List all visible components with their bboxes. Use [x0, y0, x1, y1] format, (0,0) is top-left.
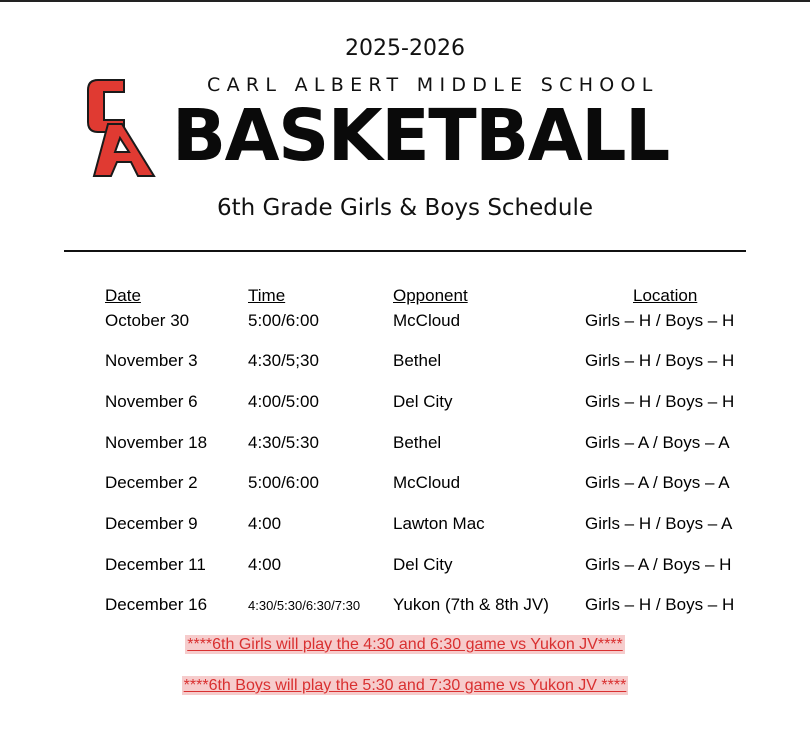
season-year: 2025-2026 — [345, 36, 465, 61]
row-time: 5:00/6:00 — [248, 311, 319, 330]
row-date: November 18 — [105, 433, 208, 452]
row-date: November 6 — [105, 392, 198, 411]
girls-note-text: ****6th Girls will play the 4:30 and 6:30 game vs Yukon JV**** — [187, 636, 623, 653]
row-opponent: Bethel — [393, 433, 442, 452]
school-name: CARL ALBERT MIDDLE SCHOOL — [207, 74, 659, 96]
row-opponent: Lawton Mac — [393, 514, 485, 533]
row-date: December 9 — [105, 514, 198, 533]
row-opponent: McCloud — [393, 311, 461, 330]
schedule-subtitle: 6th Grade Girls & Boys Schedule — [216, 195, 594, 221]
row-time: 4:30/5;30 — [248, 351, 319, 370]
header-time: Time — [248, 286, 286, 305]
school-logo — [84, 76, 158, 180]
row-location: Girls – H / Boys – H — [585, 311, 735, 330]
row-date: December 2 — [105, 473, 198, 492]
boys-note-text: ****6th Boys will play the 5:30 and 7:30 game vs Yukon JV **** — [183, 677, 627, 694]
row-location: Girls – A / Boys – H — [585, 555, 732, 574]
row-time: 4:00/5:00 — [248, 392, 319, 411]
divider-rule — [64, 250, 746, 252]
row-location: Girls – H / Boys – A — [585, 514, 733, 533]
row-date: December 11 — [105, 555, 206, 574]
row-opponent: Yukon (7th & 8th JV) — [393, 595, 549, 614]
row-opponent: Del City — [393, 555, 453, 574]
sport-title: BASKETBALL — [172, 94, 669, 177]
girls-note — [0, 636, 810, 654]
row-time: 4:30/5:30 — [248, 433, 319, 452]
row-date: December 16 — [105, 595, 208, 614]
row-location: Girls – H / Boys – H — [585, 351, 735, 370]
row-opponent: Del City — [393, 392, 453, 411]
row-date: November 3 — [105, 351, 198, 370]
row-time: 5:00/6:00 — [248, 473, 319, 492]
header-date: Date — [105, 286, 141, 305]
row-date: October 30 — [105, 311, 190, 330]
row-opponent: McCloud — [393, 473, 461, 492]
row-location: Girls – H / Boys – H — [585, 595, 735, 614]
row-location: Girls – A / Boys – A — [585, 473, 730, 492]
row-time: 4:30/5:30/6:30/7:30 — [248, 598, 361, 613]
header-opponent: Opponent — [393, 286, 468, 305]
boys-note — [0, 677, 810, 695]
header-location: Location — [633, 286, 698, 305]
row-time: 4:00 — [248, 514, 282, 533]
row-time: 4:00 — [248, 555, 282, 574]
row-opponent: Bethel — [393, 351, 442, 370]
top-border — [0, 0, 810, 2]
row-location: Girls – A / Boys – A — [585, 433, 730, 452]
row-location: Girls – H / Boys – H — [585, 392, 735, 411]
